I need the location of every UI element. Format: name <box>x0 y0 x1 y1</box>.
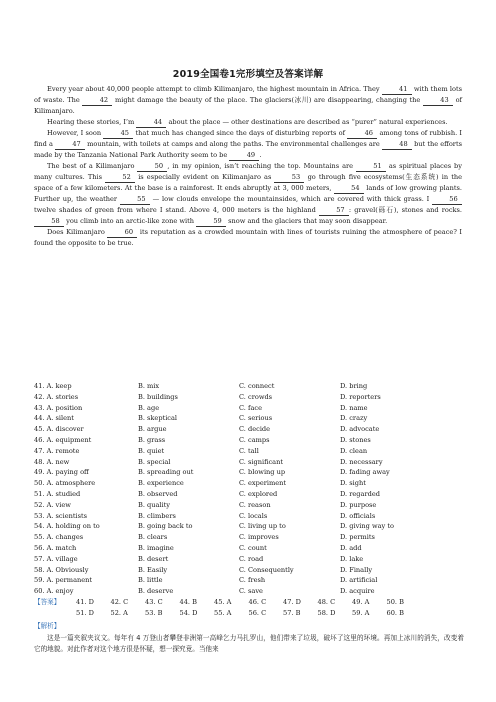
option-48-c: C. significant <box>239 457 283 466</box>
option-47-d: D. clean <box>340 446 368 455</box>
option-row <box>34 543 462 554</box>
option-41-b: B. mix <box>138 382 160 390</box>
option-row <box>34 489 462 500</box>
paragraph-4: The best of a Kilimanjaro 50 , in my opinion, isn’t reaching the top. Mountains are 51 as spiritual places by many cultures. This 52 is especially evident on Kilimanjaro as 53 go through five ecosystems(生态系统) in the space of a few kilometers. At the base is a rainforest. It ends abruptly at 3, 000 meters, 54 lands of low growing plants. Further up, the weather 55 — low clouds envelope the mountainsides, which are covered with thick grass. I 56 twelve shades of green from where I stand. Above 4, 000 meters is the highland 57 : gravel(砾石), stones and rocks. 58 you climb into an arctic-like zone with 59 snow and the glaciers that may soon disappear. <box>34 162 462 225</box>
option-45-a: 45. A. discover <box>34 425 84 434</box>
option-49-d: D. fading away <box>340 468 390 477</box>
option-57-b: B. desert <box>138 554 169 563</box>
option-46-a: 46. A. equipment <box>34 435 92 444</box>
option-50-d: D. sight <box>340 479 366 488</box>
blank-43: 43 <box>423 96 453 106</box>
paragraph-2: Hearing these stories, I’m 44 about the place — other destinations are described as “purer” natural experiences. <box>47 118 448 126</box>
blank-41: 41 <box>382 85 412 95</box>
option-52-d: D. purpose <box>340 500 377 509</box>
blank-48: 48 <box>382 140 412 150</box>
option-44-d: D. crazy <box>340 414 368 423</box>
option-41-a: 41. A. keep <box>34 382 72 390</box>
option-50-b: B. experience <box>138 479 184 488</box>
analysis-text: 这是一篇夹叙夹议文。每年有 4 万登山者攀登非洲第一高峰乞力马扎罗山，他们带来了垃圾，破坏了这里的环境。再加上冰川的消失，改变着它的地貌。对此作者对这个地方很是怀疑，想一探究竟。当他来 <box>34 634 464 653</box>
option-50-a: 50. A. atmosphere <box>34 479 96 488</box>
option-43-c: C. face <box>239 403 262 412</box>
option-54-b: B. going back to <box>138 522 193 531</box>
answer-item: 59. A <box>352 609 370 618</box>
blank-57: 57 <box>319 206 349 216</box>
option-row <box>34 565 462 576</box>
option-55-b: B. clears <box>138 533 168 542</box>
answer-item: 48. C <box>317 598 336 606</box>
answer-item: 53. B <box>145 609 163 618</box>
option-60-a: 60. A. enjoy <box>34 587 74 596</box>
option-58-c: C. Consequently <box>239 565 294 574</box>
answer-item: 56. C <box>248 609 267 618</box>
option-43-d: D. name <box>340 403 368 412</box>
option-row <box>34 403 462 414</box>
option-row <box>34 575 462 586</box>
blank-42: 42 <box>82 96 112 106</box>
answer-item: 58. D <box>317 609 336 618</box>
answer-item: 45. A <box>214 598 232 606</box>
blank-44: 44 <box>136 118 166 128</box>
option-49-c: C. blowing up <box>239 468 286 477</box>
option-45-b: B. argue <box>138 425 167 434</box>
option-49-a: 49. A. paying off <box>34 468 89 477</box>
option-60-b: B. deserve <box>138 587 174 596</box>
option-58-a: 58. A. Obviously <box>34 565 89 574</box>
option-54-a: 54. A. holding on to <box>34 522 100 531</box>
option-row <box>34 446 462 457</box>
option-49-b: B. spreading out <box>138 468 194 477</box>
answer-item: 49. A <box>352 598 370 606</box>
option-51-c: C. explored <box>239 489 278 498</box>
answer-row <box>34 608 464 619</box>
answer-item: 54. D <box>179 609 198 618</box>
option-58-d: D. Finally <box>340 565 373 574</box>
option-row <box>34 521 462 532</box>
document-title: 2019全国卷1完形填空及答案详解 <box>172 69 324 80</box>
blank-52: 52 <box>105 173 135 183</box>
option-57-c: C. road <box>239 554 264 563</box>
option-row <box>34 511 462 522</box>
analysis-label: 【解析】 <box>34 622 61 630</box>
blank-58: 58 <box>34 217 64 227</box>
option-46-b: B. grass <box>138 435 166 444</box>
option-51-b: B. observed <box>138 489 178 498</box>
option-53-b: B. climbers <box>138 511 176 520</box>
answer-item: 60. B <box>386 609 404 618</box>
answer-item: 57. B <box>283 609 301 618</box>
option-52-a: 52. A. view <box>34 500 71 509</box>
answer-item: 55. A <box>214 609 232 618</box>
answer-section <box>34 597 464 620</box>
paragraph-3: However, I soon 45 that much has changed since the days of disturbing reports of 46 among tons of rubbish. I find a 47 mountain, with toilets at camps and along the paths. The environmental challenges are 48 but the efforts made by the Tanzania National Park Authority seem to be 49 . <box>34 129 462 159</box>
option-56-b: B. imagine <box>138 543 174 552</box>
blank-45: 45 <box>103 129 133 139</box>
option-57-a: 57. A. village <box>34 554 78 563</box>
answer-label: 【答案】 <box>34 598 61 606</box>
answer-item: 44. B <box>179 598 197 606</box>
option-60-d: D. acquire <box>340 587 375 596</box>
option-47-b: B. quiet <box>138 446 165 455</box>
option-row <box>34 478 462 489</box>
option-47-c: C. tall <box>239 446 259 455</box>
option-55-a: 55. A. changes <box>34 533 84 542</box>
answer-row <box>34 597 464 608</box>
option-56-d: D. add <box>340 543 362 552</box>
paragraph-1: Every year about 40,000 people attempt to climb Kilimanjaro, the highest mountain in Africa. They 41 with them lots of waste. The 42 might damage the beauty of the place. The glaciers(冰川) are disappearing, changing the 43 of Kilimanjaro. <box>34 85 462 115</box>
option-55-d: D. permits <box>340 533 375 542</box>
answer-item: 50. B <box>386 598 404 606</box>
blank-47: 47 <box>55 140 85 150</box>
option-48-d: D. necessary <box>340 457 383 466</box>
option-41-c: C. connect <box>239 382 275 390</box>
option-56-a: 56. A. match <box>34 543 77 552</box>
option-54-c: C. living up to <box>239 522 286 531</box>
option-44-a: 44. A. silent <box>34 414 74 423</box>
option-row <box>34 435 462 446</box>
option-59-c: C. fresh <box>239 576 266 585</box>
option-48-b: B. special <box>138 457 171 466</box>
option-42-a: 42. A. stories <box>34 392 79 401</box>
blank-59: 59 <box>196 217 226 227</box>
option-row <box>34 586 462 597</box>
answer-item: 46. C <box>248 598 267 606</box>
answer-item: 47. D <box>283 598 301 606</box>
option-row <box>34 381 462 392</box>
option-57-d: D. lake <box>340 554 364 563</box>
option-53-c: C. locals <box>239 511 268 520</box>
option-59-a: 59. A. permanent <box>34 576 93 585</box>
option-53-a: 53. A. scientists <box>34 511 88 520</box>
option-41-d: D. bring <box>340 382 368 390</box>
option-46-c: C. camps <box>239 435 270 444</box>
option-42-c: C. crowds <box>239 392 273 401</box>
option-43-a: 43. A. position <box>34 403 83 412</box>
option-row <box>34 532 462 543</box>
blank-55: 55 <box>120 195 150 205</box>
blank-50: 50 <box>137 162 167 172</box>
blank-46: 46 <box>347 129 377 139</box>
option-46-d: D. stones <box>340 435 371 444</box>
option-row <box>34 457 462 468</box>
passage <box>34 84 462 249</box>
paragraph-5: Does Kilimanjaro 60 its reputation as a crowded mountain with lines of tourists ruining the atmosphere of peace? I found the opposite to be true. <box>34 228 462 247</box>
blank-54: 54 <box>334 184 364 194</box>
options-list <box>34 381 462 597</box>
answer-indent <box>34 608 76 619</box>
option-52-b: B. quality <box>138 500 171 509</box>
answer-item: 43. C <box>145 598 163 606</box>
option-row <box>34 500 462 511</box>
option-47-a: 47. A. remote <box>34 446 80 455</box>
option-42-b: B. buildings <box>138 392 178 401</box>
option-row <box>34 424 462 435</box>
option-53-d: D. officials <box>340 511 376 520</box>
option-44-c: C. serious <box>239 414 273 423</box>
option-51-d: D. regarded <box>340 489 380 498</box>
blank-49: 49 <box>229 151 259 161</box>
option-52-c: C. reason <box>239 500 271 509</box>
option-56-c: C. count <box>239 543 267 552</box>
option-row <box>34 413 462 424</box>
option-59-d: D. artificial <box>340 576 378 585</box>
option-54-d: D. giving way to <box>340 522 394 531</box>
option-42-d: D. reporters <box>340 392 381 401</box>
option-59-b: B. little <box>138 576 163 585</box>
answer-item: 41. D <box>76 598 94 606</box>
option-row <box>34 392 462 403</box>
option-51-a: 51. A. studied <box>34 489 81 498</box>
blank-60: 60 <box>107 228 137 238</box>
option-45-d: D. advocate <box>340 425 380 434</box>
option-45-c: C. decide <box>239 425 271 434</box>
option-58-b: B. Easily <box>138 565 168 574</box>
option-48-a: 48. A. new <box>34 457 70 466</box>
option-55-c: C. improves <box>239 533 279 542</box>
blank-56: 56 <box>432 195 462 205</box>
answer-item: 42. C <box>110 598 129 606</box>
option-43-b: B. age <box>138 403 160 412</box>
blank-53: 53 <box>274 173 304 183</box>
option-44-b: B. skeptical <box>138 414 178 423</box>
option-60-c: C. save <box>239 587 263 596</box>
option-row <box>34 467 462 478</box>
blank-51: 51 <box>356 162 386 172</box>
option-row <box>34 554 462 565</box>
answer-item: 52. A <box>110 609 128 618</box>
option-50-c: C. experiment <box>239 479 287 488</box>
answer-item: 51. D <box>76 609 94 618</box>
